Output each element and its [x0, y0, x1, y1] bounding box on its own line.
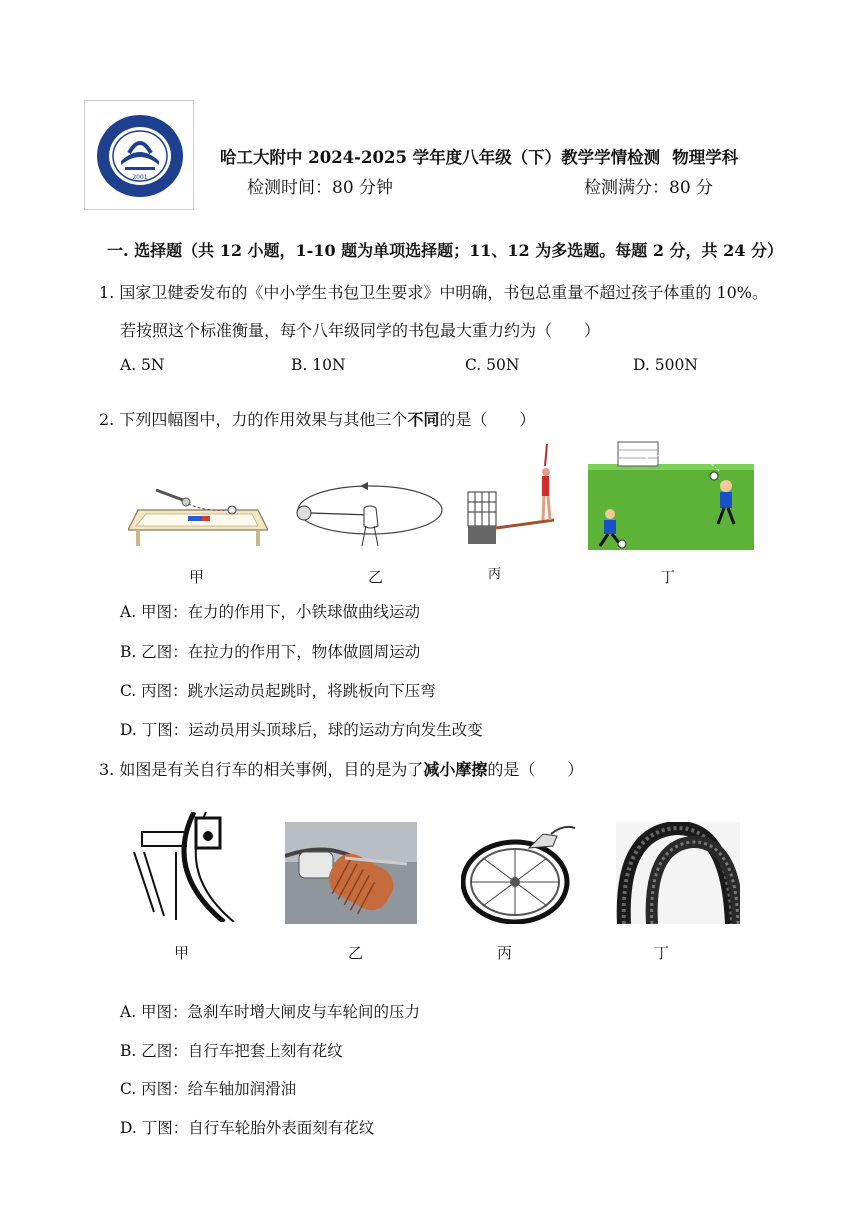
- q2-caption-jia: 甲: [189, 568, 205, 586]
- q3-figure-yi: [285, 822, 417, 924]
- q2-figure-bing: [466, 440, 566, 550]
- q2-figure-ding: [588, 440, 754, 550]
- exam-title-main: 哈工大附中 2024-2025 学年度八年级（下）教学学情检测: [220, 148, 661, 167]
- q2-figure-jia: [128, 470, 268, 550]
- q2-option-c: C. 丙图：跳水运动员起跳时，将跳板向下压弯: [120, 682, 436, 700]
- exam-title: [220, 144, 738, 168]
- q3-caption-jia: 甲: [174, 944, 190, 962]
- q1-stem-line2: 若按照这个标准衡量，每个八年级同学的书包最大重力约为（ ）: [120, 321, 601, 340]
- q3-stem-emphasis: 减小摩擦: [423, 760, 488, 779]
- q1-stem-line1: 1. 国家卫健委发布的《中小学生书包卫生要求》中明确，书包总重量不超过孩子体重的 10%。: [99, 283, 769, 302]
- q3-stem: [99, 757, 583, 780]
- q2-caption-ding: 丁: [660, 568, 676, 586]
- full-score: 检测满分：80 分: [584, 178, 714, 198]
- q1-option-a: A. 5N: [120, 356, 165, 374]
- q3-figure-jia: [124, 812, 242, 922]
- q1-option-d: D. 500N: [633, 356, 698, 374]
- q3-caption-ding: 丁: [654, 944, 670, 962]
- q3-figure-bing: [461, 820, 577, 924]
- q3-option-b: B. 乙图：自行车把套上刻有花纹: [120, 1042, 343, 1060]
- q3-figure-ding: [616, 822, 740, 924]
- q2-caption-yi: 乙: [368, 568, 384, 586]
- q2-caption-bing: 丙: [488, 567, 502, 582]
- q3-option-c: C. 丙图：给车轴加润滑油: [120, 1080, 297, 1098]
- q2-stem-before: 2. 下列四幅图中，力的作用效果与其他三个: [99, 410, 408, 429]
- q2-stem-after: 的是（ ）: [439, 410, 536, 429]
- q3-stem-before: 3. 如图是有关自行车的相关事例，目的是为了: [99, 760, 424, 779]
- q2-stem-emphasis: 不同: [407, 410, 440, 429]
- q2-option-a: A. 甲图：在力的作用下，小铁球做曲线运动: [120, 603, 421, 621]
- q3-caption-bing: 丙: [497, 944, 513, 962]
- section-heading: 一. 选择题（共 12 小题，1-10 题为单项选择题；11、12 为多选题。每题 2 分，共 24 分）: [107, 241, 783, 260]
- q2-stem: [99, 407, 535, 430]
- q3-option-a: A. 甲图：急刹车时增大闸皮与车轮间的压力: [120, 1003, 421, 1021]
- q2-figure-yi: [290, 470, 450, 560]
- exam-subject: 物理学科: [672, 148, 739, 167]
- school-emblem-icon: [95, 113, 185, 199]
- exam-time: 检测时间：80 分钟: [247, 178, 394, 198]
- school-logo: [84, 100, 194, 210]
- logo-year: 2001: [132, 174, 148, 181]
- q3-option-d: D. 丁图：自行车轮胎外表面刻有花纹: [120, 1119, 375, 1137]
- q3-caption-yi: 乙: [348, 944, 364, 962]
- q1-option-c: C. 50N: [465, 356, 520, 374]
- q2-option-d: D. 丁图：运动员用头顶球后，球的运动方向发生改变: [120, 721, 483, 739]
- q2-option-b: B. 乙图：在拉力的作用下，物体做圆周运动: [120, 643, 421, 661]
- q1-option-b: B. 10N: [291, 356, 346, 374]
- q3-stem-after: 的是（ ）: [487, 760, 584, 779]
